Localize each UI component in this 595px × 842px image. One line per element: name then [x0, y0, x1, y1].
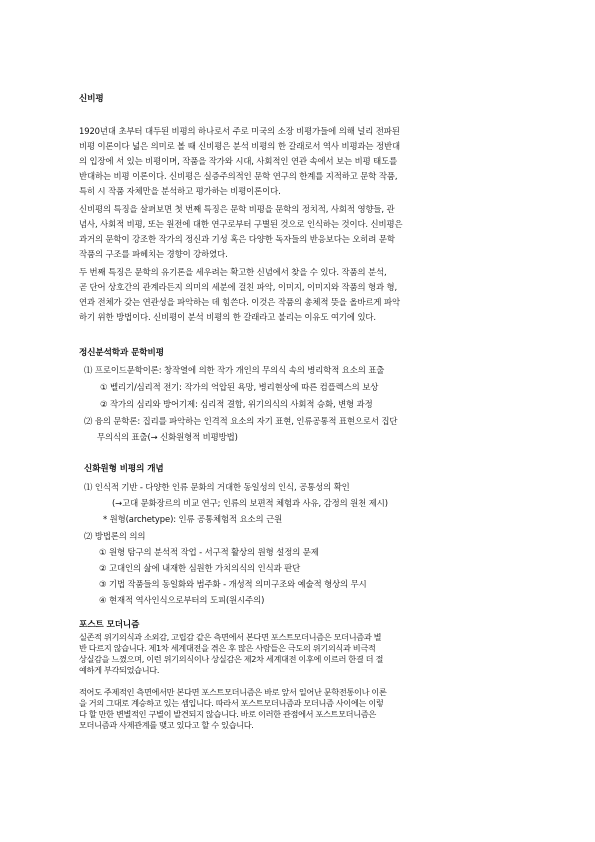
- section-title-postmodernism: 포스트 모더니즘: [79, 620, 140, 630]
- paragraph-line: 다 할 만한 변별적인 구별이 발견되지 않습니다. 바로 이러한 관점에서 포스트모더니즘은: [79, 709, 376, 719]
- paragraph-line: 을 거의 그대로 계승하고 있는 셈입니다. 따라서 포스트모더니즘과 모더니즘 사이에는 이렇: [79, 698, 384, 708]
- paragraph-line: 반 다르지 않습니다. 제1차 세계대전을 겪은 후 많은 사람들은 극도의 위기의식과 비극적: [79, 643, 376, 653]
- paragraph-line: 신비평의 특징을 살펴보면 첫 번째 특징은 문학 비평을 문학의 정치적, 사회적 영향들, 관: [79, 204, 395, 214]
- paragraph-line: 상실감을 느꼈으며, 이런 위기의식이나 상실감은 제2차 세계대전 이후에 이르러 한결 더 절: [79, 654, 384, 664]
- paragraph-line: 하기 위한 방법이다. 신비평이 분석 비평의 한 갈래라고 불리는 이유도 여기에 있다.: [79, 312, 376, 322]
- list-item: ① 벨리기/심리적 전기: 작가의 억압된 욕망, 병리현상에 따른 컴플렉스의 보상: [100, 382, 379, 392]
- paragraph-line: 특히 시 작품 자체만을 분석하고 평가하는 비평이론이다.: [79, 186, 281, 196]
- section-title-new-criticism: 신비평: [79, 94, 104, 104]
- paragraph-line: 1920년대 초부터 대두된 비평의 하나로서 주로 미국의 소장 비평가들에 의해 널리 전파된: [79, 126, 400, 136]
- list-item: ④ 현재적 역사인식으로부터의 도피(원시주의): [99, 595, 265, 605]
- list-item: ⑵ 방법론의 의의: [84, 531, 146, 541]
- list-item: ⑴ 인식적 기반 - 다양한 인류 문화의 거대한 동일성의 인식, 공통성의 확인: [84, 482, 350, 492]
- list-item: * 원형(archetype): 인류 공통체험적 요소의 근원: [103, 514, 283, 524]
- list-item: ② 고대인의 삶에 내재한 심원한 가치의식의 인식과 판단: [99, 563, 301, 573]
- list-item: ③ 기법 작품들의 동일화와 범주화 - 개성적 의미구조와 예술적 형상의 무시: [99, 579, 367, 589]
- paragraph-line: 연과 전체가 갖는 연관성을 파악하는 데 힘쓴다. 이것은 작품의 총체적 뜻을 올바르게 파악: [79, 297, 400, 307]
- paragraph-line: 곧 단어 상호간의 관계라든지 의미의 세분에 걸친 파악, 이미지, 이미지와 작품의 형과 형,: [79, 282, 398, 292]
- paragraph-line: 예하게 부각되었습니다.: [79, 665, 160, 675]
- paragraph-line: 두 번째 특징은 문학의 유기론을 세우려는 확고한 신념에서 찾을 수 있다. 작품의 분석,: [79, 267, 387, 277]
- paragraph-line: 작품의 구조를 파헤치는 경향이 강하였다.: [79, 249, 228, 259]
- list-item: ⑴ 프로이드문학이론: 창작열에 의한 작가 개인의 무의식 속의 병리학적 요소의 표출: [84, 365, 385, 375]
- paragraph-line: 실존적 위기의식과 소외감, 고립감 같은 측면에서 본다면 포스트모더니즘은 모더니즘과 별: [79, 632, 382, 642]
- section-title-myth-archetype: 신화원형 비평의 개념: [84, 464, 164, 474]
- list-item: (→고대 문화장르의 비교 연구; 인류의 보편적 체험과 사유, 감정의 원천 제시): [112, 498, 388, 508]
- paragraph-line: 모더니즘과 사제관계를 맺고 있다고 할 수 있습니다.: [79, 720, 254, 730]
- paragraph-line: 과거의 문학이 강조한 작가의 정신과 기성 혹은 다양한 독자들의 반응보다는 오히려 문학: [79, 234, 395, 244]
- list-item: ② 작가의 심리와 방어기제: 심리적 결함, 위기의식의 사회적 승화, 변형 과정: [100, 399, 373, 409]
- paragraph-line: 념사, 사회적 비평, 또는 원전에 대한 연구로부터 구별된 것으로 인식하는 것이다. 신비평은: [79, 219, 403, 229]
- list-item: ① 원형 탐구의 분석적 작업 - 서구적 활상의 원형 설정의 문제: [99, 547, 319, 557]
- section-title-psychoanalysis: 정신분석학과 문학비평: [79, 348, 164, 358]
- paragraph-line: 반대하는 비평 이론이다. 신비평은 실증주의적인 문학 연구의 한계를 지적하고 문학 작품,: [79, 171, 398, 181]
- paragraph-line: 비평 이론이다 넓은 의미로 볼 때 신비평은 분석 비평의 한 갈래로서 역사 비평과는 정반대: [79, 141, 400, 151]
- list-item: 무의식의 표출(→ 신화원형적 비평방법): [97, 432, 238, 442]
- paragraph-line: 의 입장에 서 있는 비평이며, 작품을 작가와 시대, 사회적인 연관 속에서 보는 비평 태도를: [79, 156, 398, 166]
- list-item: ⑵ 융의 문학론: 집리를 파악하는 인격적 요소의 자기 표현, 인류공통적 표현으로서 집단: [84, 416, 398, 426]
- paragraph-line: 적어도 주제적인 측면에서만 본다면 포스트모더니즘은 바로 앞서 일어난 문학전통이나 이론: [79, 687, 387, 697]
